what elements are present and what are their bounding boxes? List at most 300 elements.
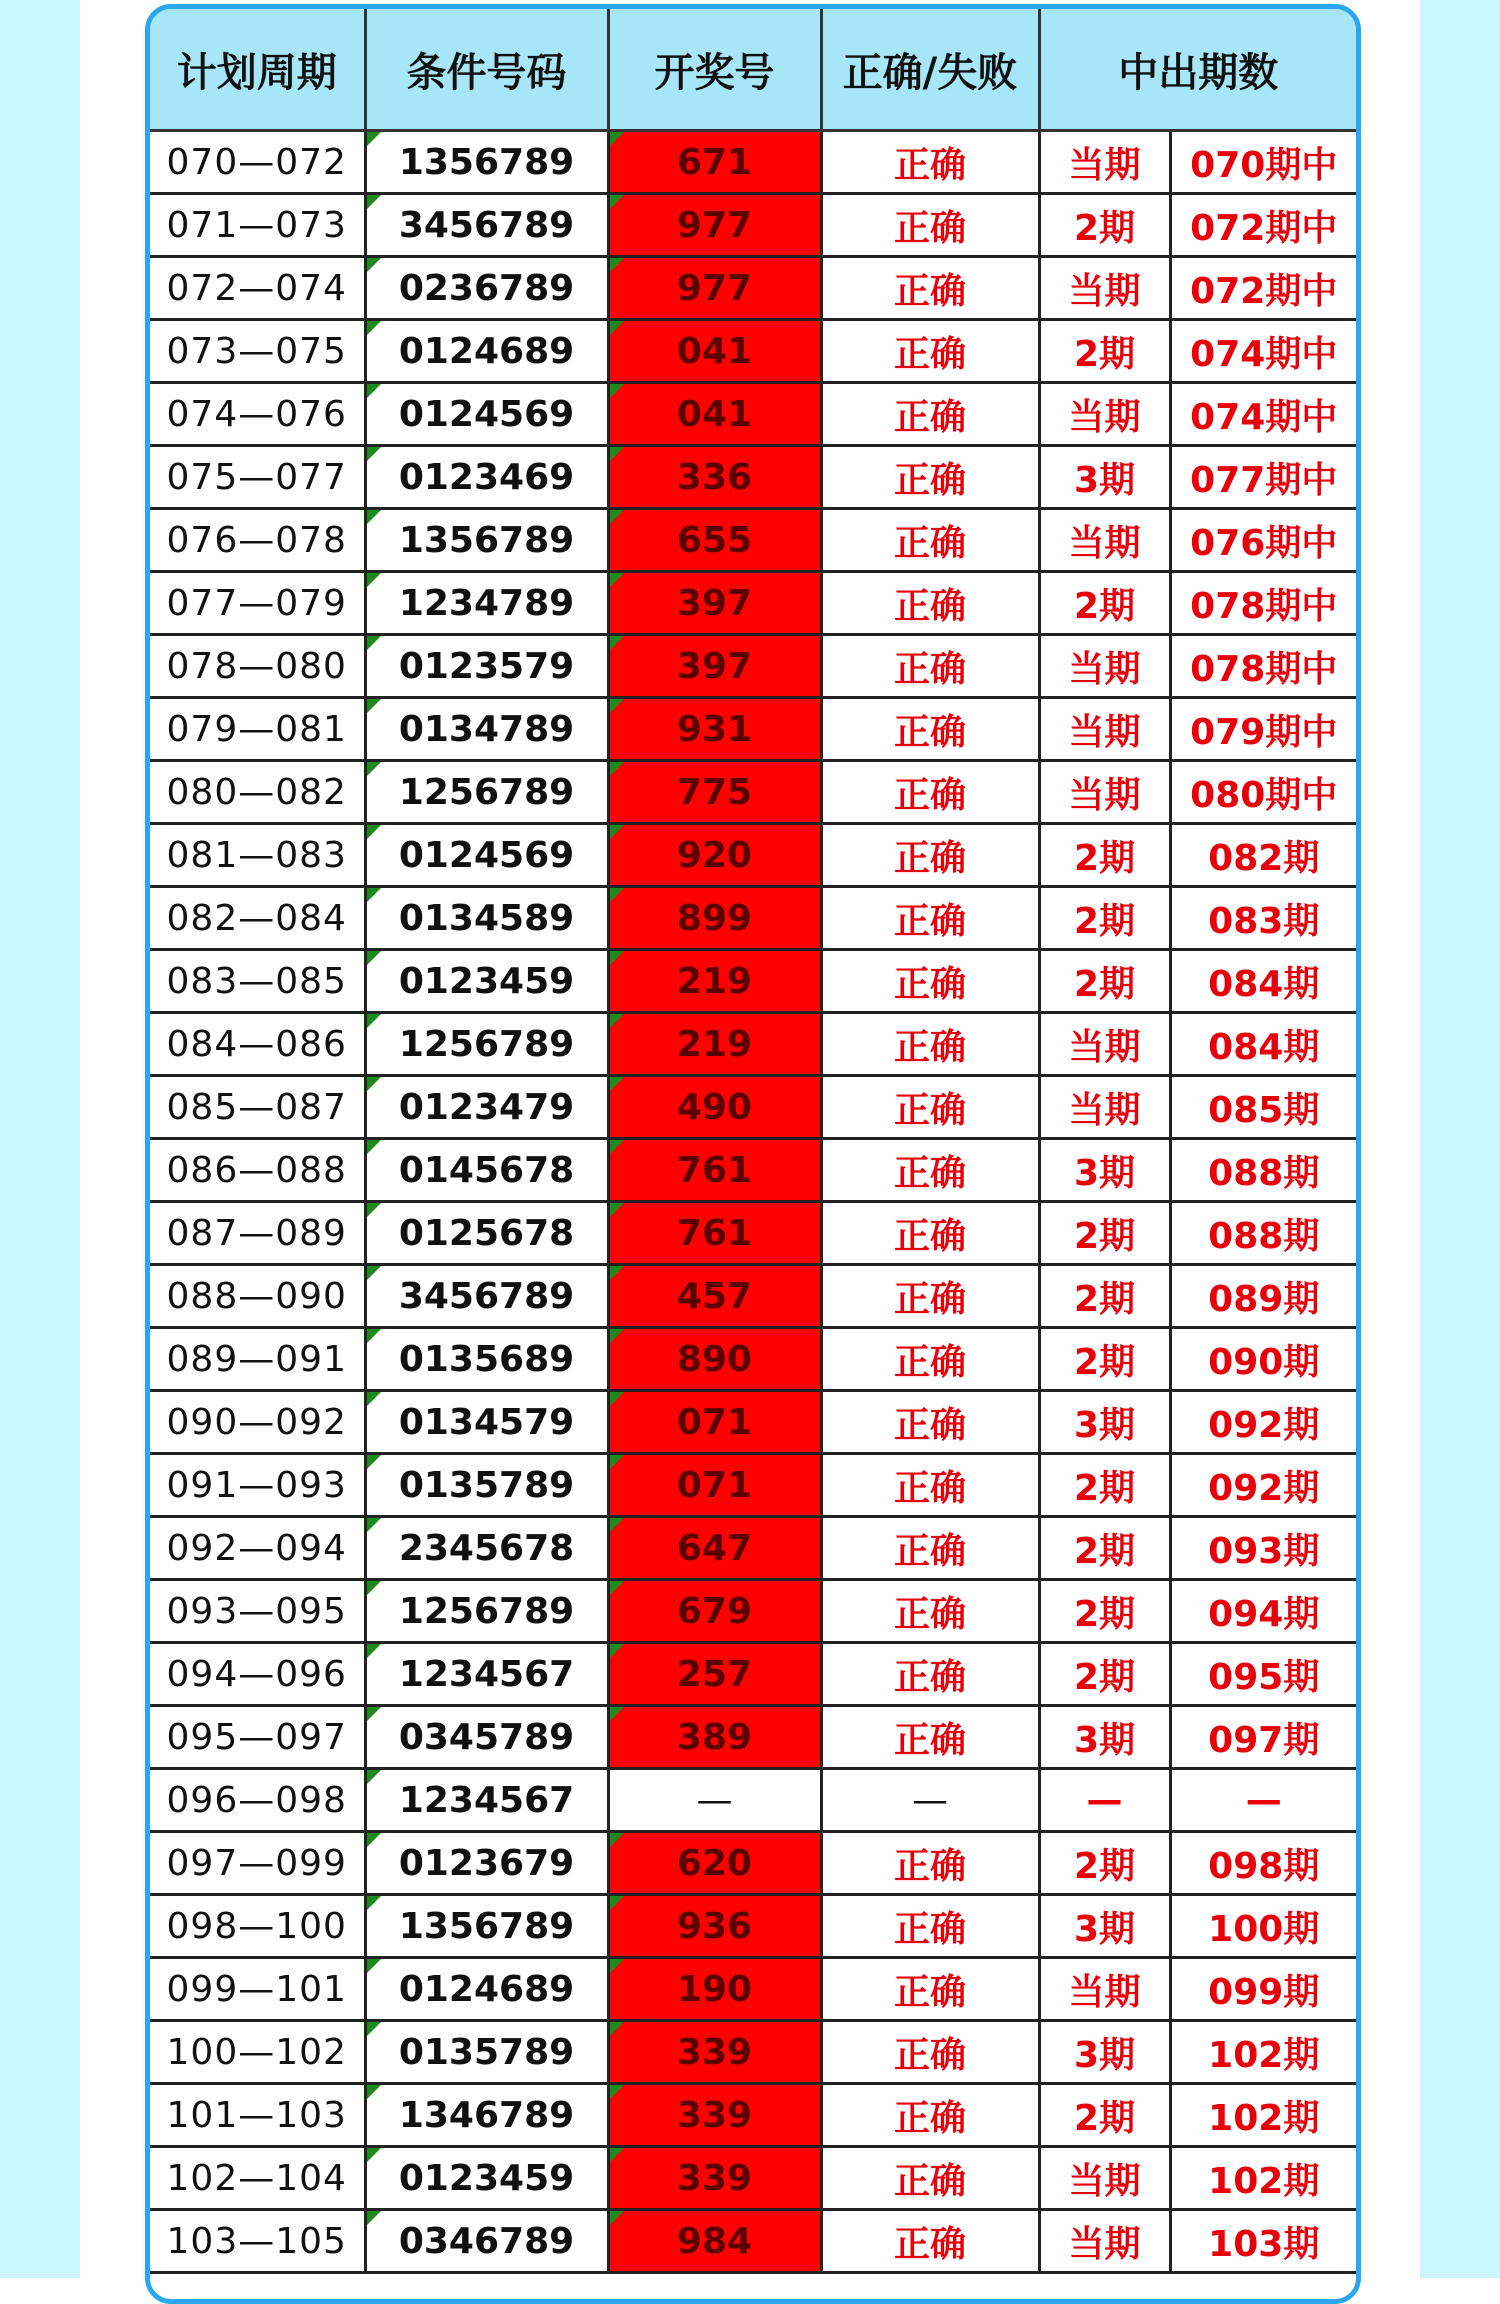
result-cell [821,887,1039,950]
comment-corner-icon [367,2211,381,2225]
hit-period-cell-text: 102期 [1208,2160,1320,2202]
period-cell-text: 091—093 [166,1464,347,1506]
table-row [150,1202,1356,1265]
result-cell-text: 正确 [893,774,966,816]
result-cell-text: 正确 [893,1278,966,1320]
condition-code-cell [365,1454,608,1517]
comment-corner-icon [610,132,624,146]
draw-number-cell-text: 490 [676,1086,753,1128]
comment-corner-icon [610,1266,624,1280]
comment-corner-icon [367,1266,381,1280]
hit-period-cell-text: 082期 [1208,837,1320,879]
comment-corner-icon [610,825,624,839]
period-cell-text: 078—080 [166,645,347,687]
header-row [150,9,1356,131]
comment-corner-icon [367,132,381,146]
condition-code-cell [365,320,608,383]
comment-corner-icon [610,1833,624,1847]
draw-number-cell [608,1202,821,1265]
hit-count-cell-text: 当期 [1068,774,1141,816]
period-cell-text: 101—103 [166,2094,347,2136]
hit-period-cell [1170,2210,1356,2273]
condition-code-cell-text: 1234567 [398,1653,575,1695]
period-cell-text: 095—097 [166,1716,347,1758]
result-cell [821,1643,1039,1706]
hit-period-cell-text: 079期中 [1190,711,1338,753]
hit-count-cell-text: 2期 [1073,1467,1136,1509]
comment-corner-icon [610,447,624,461]
hit-count-cell-text: 当期 [1068,1971,1141,2013]
draw-number-cell [608,761,821,824]
result-cell [821,1706,1039,1769]
result-cell [821,1076,1039,1139]
period-cell [150,509,365,572]
hit-period-cell-text: 088期 [1208,1152,1320,1194]
table-row [150,2021,1356,2084]
hit-count-cell-text: 2期 [1073,1656,1136,1698]
hit-period-cell [1170,446,1356,509]
result-cell-text: 正确 [893,270,966,312]
result-cell-text: 正确 [893,2160,966,2202]
condition-code-cell-text: 0123459 [398,2157,575,2199]
hit-period-cell-text: 085期 [1208,1089,1320,1131]
hit-count-cell [1039,257,1170,320]
result-cell-text: — [912,1779,948,1821]
draw-number-cell-text: 890 [676,1338,753,1380]
hit-period-cell-text: 077期中 [1190,459,1338,501]
draw-number-cell [608,131,821,194]
condition-code-cell-text: 0123679 [398,1842,575,1884]
condition-code-cell-text: 0134579 [398,1401,575,1443]
table-row [150,1958,1356,2021]
condition-code-cell-text: 0145678 [398,1149,575,1191]
hit-count-cell [1039,1769,1170,1832]
comment-corner-icon [367,1203,381,1217]
result-cell [821,257,1039,320]
result-cell [821,761,1039,824]
hit-count-cell [1039,1391,1170,1454]
draw-number-cell-text: 339 [676,2031,753,2073]
hit-period-cell-text: 092期 [1208,1404,1320,1446]
period-cell [150,824,365,887]
hit-period-cell [1170,1454,1356,1517]
hit-period-cell [1170,194,1356,257]
table-row [150,761,1356,824]
period-cell [150,1706,365,1769]
hit-count-cell [1039,383,1170,446]
period-cell [150,1265,365,1328]
period-cell [150,2021,365,2084]
condition-code-cell-text: 1356789 [398,519,575,561]
condition-code-cell-text: 1356789 [398,1905,575,1947]
comment-corner-icon [610,384,624,398]
result-cell [821,194,1039,257]
draw-number-cell [608,1265,821,1328]
hit-period-cell-text: 098期 [1208,1845,1320,1887]
draw-number-cell [608,1076,821,1139]
condition-code-cell-text: 0123469 [398,456,575,498]
condition-code-cell-text: 1234789 [398,582,575,624]
period-cell [150,257,365,320]
hit-count-cell [1039,1202,1170,1265]
hit-period-cell [1170,1643,1356,1706]
hit-count-cell-text: 2期 [1073,1341,1136,1383]
hit-period-cell-text: 088期 [1208,1215,1320,1257]
hit-count-cell [1039,2147,1170,2210]
comment-corner-icon [610,1707,624,1721]
table-row [150,887,1356,950]
period-cell [150,2210,365,2273]
hit-period-cell [1170,1391,1356,1454]
result-cell-text: 正确 [893,1908,966,1950]
header-plan-period: 计划周期 [150,9,365,131]
table-body [150,131,1356,2273]
right-side-band [1420,0,1500,2278]
comment-corner-icon [610,1518,624,1532]
period-cell [150,1139,365,1202]
result-cell-text: 正确 [893,1845,966,1887]
comment-corner-icon [367,951,381,965]
result-cell-text: 正确 [893,2223,966,2265]
result-cell [821,1580,1039,1643]
hit-period-cell-text: 103期 [1208,2223,1320,2265]
comment-corner-icon [610,1329,624,1343]
condition-code-cell-text: 0124689 [398,1968,575,2010]
period-cell-text: 096—098 [166,1779,347,1821]
draw-number-cell [608,1013,821,1076]
table-header [150,9,1356,131]
condition-code-cell-text: 1346789 [398,2094,575,2136]
comment-corner-icon [367,1455,381,1469]
hit-period-cell [1170,1013,1356,1076]
hit-count-cell [1039,572,1170,635]
hit-period-cell [1170,1139,1356,1202]
hit-period-cell-text: 083期 [1208,900,1320,942]
period-cell-text: 075—077 [166,456,347,498]
table-row [150,2084,1356,2147]
result-cell-text: 正确 [893,837,966,879]
hit-count-cell-text: 2期 [1073,2097,1136,2139]
condition-code-cell [365,1958,608,2021]
draw-number-cell [608,383,821,446]
hit-count-cell-text: 当期 [1068,1089,1141,1131]
result-cell [821,2084,1039,2147]
period-cell-text: 086—088 [166,1149,347,1191]
hit-period-cell-text: 084期 [1208,963,1320,1005]
comment-corner-icon [367,1140,381,1154]
result-cell-text: 正确 [893,1404,966,1446]
hit-count-cell-text: 2期 [1073,207,1136,249]
condition-code-cell-text: 0124689 [398,330,575,372]
hit-count-cell [1039,761,1170,824]
hit-count-cell [1039,1832,1170,1895]
result-cell [821,572,1039,635]
hit-period-cell-text: 099期 [1208,1971,1320,2013]
period-cell [150,1202,365,1265]
table-row [150,320,1356,383]
hit-count-cell [1039,1706,1170,1769]
condition-code-cell [365,2147,608,2210]
header-hit-periods: 中出期数 [1039,9,1356,131]
period-cell-text: 073—075 [166,330,347,372]
hit-count-cell-text: 2期 [1073,1278,1136,1320]
table-row [150,1643,1356,1706]
period-cell [150,1517,365,1580]
comment-corner-icon [610,1455,624,1469]
hit-period-cell-text: 090期 [1208,1341,1320,1383]
hit-count-cell [1039,1643,1170,1706]
draw-number-cell-text: 071 [676,1464,753,1506]
draw-number-cell-text: 071 [676,1401,753,1443]
table-row [150,1580,1356,1643]
hit-period-cell [1170,383,1356,446]
table-row [150,1454,1356,1517]
result-cell-text: 正确 [893,963,966,1005]
draw-number-cell [608,257,821,320]
hit-period-cell [1170,698,1356,761]
draw-number-cell-text: 339 [676,2094,753,2136]
condition-code-cell-text: 0123459 [398,960,575,1002]
comment-corner-icon [610,510,624,524]
hit-period-cell [1170,1265,1356,1328]
result-cell [821,1391,1039,1454]
hit-count-cell-text: 3期 [1073,1152,1136,1194]
period-cell-text: 087—089 [166,1212,347,1254]
comment-corner-icon [610,951,624,965]
table-row [150,950,1356,1013]
table-row [150,131,1356,194]
hit-period-cell-text: 078期中 [1190,648,1338,690]
table-row [150,1076,1356,1139]
comment-corner-icon [610,2022,624,2036]
hit-period-cell-text: 074期中 [1190,333,1338,375]
comment-corner-icon [367,699,381,713]
condition-code-cell [365,194,608,257]
hit-count-cell [1039,131,1170,194]
draw-number-cell [608,446,821,509]
hit-count-cell [1039,887,1170,950]
hit-count-cell [1039,2021,1170,2084]
table-row [150,572,1356,635]
table-row [150,1139,1356,1202]
result-cell-text: 正确 [893,1089,966,1131]
result-cell-text: 正确 [893,522,966,564]
draw-number-cell-text: 457 [676,1275,753,1317]
period-cell-text: 082—084 [166,897,347,939]
comment-corner-icon [367,1959,381,1973]
draw-number-cell-text: 984 [676,2220,753,2262]
hit-count-cell [1039,1895,1170,1958]
period-cell-text: 093—095 [166,1590,347,1632]
condition-code-cell-text: 1256789 [398,1023,575,1065]
condition-code-cell [365,1895,608,1958]
table-row [150,1328,1356,1391]
comment-corner-icon [367,321,381,335]
table-row [150,1895,1356,1958]
period-cell-text: 097—099 [166,1842,347,1884]
comment-corner-icon [367,258,381,272]
draw-number-cell [608,635,821,698]
draw-number-cell [608,320,821,383]
result-cell-text: 正确 [893,1530,966,1572]
comment-corner-icon [610,1077,624,1091]
draw-number-cell-text: 647 [676,1527,753,1569]
hit-count-cell [1039,1517,1170,1580]
period-cell-text: 085—087 [166,1086,347,1128]
hit-period-cell [1170,635,1356,698]
comment-corner-icon [367,1581,381,1595]
hit-count-cell [1039,1328,1170,1391]
draw-number-cell-text: — [696,1779,733,1821]
plan-table [150,9,1356,2274]
hit-count-cell [1039,950,1170,1013]
hit-count-cell-text: 当期 [1068,522,1141,564]
comment-corner-icon [367,825,381,839]
table-row [150,383,1356,446]
hit-period-cell [1170,824,1356,887]
condition-code-cell [365,1769,608,1832]
comment-corner-icon [610,1581,624,1595]
comment-corner-icon [610,2085,624,2099]
result-cell [821,383,1039,446]
draw-number-cell-text: 679 [676,1590,753,1632]
comment-corner-icon [367,573,381,587]
period-cell [150,950,365,1013]
result-cell [821,635,1039,698]
period-cell-text: 084—086 [166,1023,347,1065]
hit-period-cell-text: 074期中 [1190,396,1338,438]
hit-period-cell-text: 080期中 [1190,774,1338,816]
period-cell [150,383,365,446]
condition-code-cell [365,698,608,761]
hit-count-cell [1039,2084,1170,2147]
period-cell [150,698,365,761]
comment-corner-icon [610,1644,624,1658]
draw-number-cell-text: 977 [676,267,753,309]
result-cell [821,1895,1039,1958]
condition-code-cell [365,1013,608,1076]
table-row [150,824,1356,887]
hit-count-cell-text: 当期 [1068,648,1141,690]
table-row [150,1832,1356,1895]
hit-period-cell [1170,131,1356,194]
hit-period-cell [1170,1958,1356,2021]
period-cell-text: 077—079 [166,582,347,624]
result-cell-text: 正确 [893,1656,966,1698]
period-cell-text: 071—073 [166,204,347,246]
draw-number-cell-text: 775 [676,771,753,813]
draw-number-cell [608,509,821,572]
comment-corner-icon [367,1770,381,1784]
comment-corner-icon [367,636,381,650]
period-cell [150,446,365,509]
period-cell-text: 090—092 [166,1401,347,1443]
comment-corner-icon [610,888,624,902]
result-cell-text: 正确 [893,711,966,753]
draw-number-cell [608,1139,821,1202]
draw-number-cell-text: 219 [676,960,753,1002]
result-cell [821,1202,1039,1265]
draw-number-cell-text: 920 [676,834,753,876]
condition-code-cell [365,1517,608,1580]
hit-period-cell [1170,1202,1356,1265]
period-cell [150,1958,365,2021]
condition-code-cell-text: 3456789 [398,1275,575,1317]
draw-number-cell [608,887,821,950]
condition-code-cell-text: 0124569 [398,834,575,876]
hit-period-cell-text: 097期 [1208,1719,1320,1761]
comment-corner-icon [610,573,624,587]
hit-count-cell-text: 3期 [1073,1719,1136,1761]
hit-count-cell-text: 2期 [1073,1845,1136,1887]
hit-count-cell-text: 当期 [1068,2223,1141,2265]
hit-period-cell [1170,257,1356,320]
hit-period-cell-text: 072期中 [1190,270,1338,312]
result-cell [821,1454,1039,1517]
table-row [150,509,1356,572]
hit-count-cell [1039,509,1170,572]
condition-code-cell [365,761,608,824]
period-cell [150,1013,365,1076]
draw-number-cell [608,1391,821,1454]
result-cell [821,824,1039,887]
header-draw-number: 开奖号 [608,9,821,131]
comment-corner-icon [367,1014,381,1028]
comment-corner-icon [610,1140,624,1154]
draw-number-cell [608,2021,821,2084]
condition-code-cell [365,383,608,446]
result-cell-text: 正确 [893,1152,966,1194]
plan-table-frame [145,4,1361,2304]
comment-corner-icon [367,762,381,776]
condition-code-cell-text: 1234567 [398,1779,575,1821]
hit-count-cell-text: 3期 [1073,459,1136,501]
draw-number-cell [608,1706,821,1769]
hit-period-cell-text: 093期 [1208,1530,1320,1572]
result-cell [821,131,1039,194]
result-cell [821,2210,1039,2273]
period-cell [150,1895,365,1958]
draw-number-cell-text: 041 [676,330,753,372]
hit-period-cell-text: 092期 [1208,1467,1320,1509]
result-cell-text: 正确 [893,1467,966,1509]
result-cell-text: 正确 [893,648,966,690]
result-cell [821,2147,1039,2210]
draw-number-cell [608,1643,821,1706]
condition-code-cell [365,2210,608,2273]
draw-number-cell-text: 761 [676,1212,753,1254]
hit-period-cell [1170,887,1356,950]
period-cell-text: 088—090 [166,1275,347,1317]
draw-number-cell [608,698,821,761]
result-cell-text: 正确 [893,2097,966,2139]
draw-number-cell [608,194,821,257]
condition-code-cell [365,2021,608,2084]
table-row [150,1013,1356,1076]
period-cell-text: 070—072 [166,141,347,183]
period-cell [150,1391,365,1454]
condition-code-cell-text: 0135689 [398,1338,575,1380]
comment-corner-icon [610,2211,624,2225]
condition-code-cell [365,1580,608,1643]
result-cell-text: 正确 [893,1215,966,1257]
result-cell-text: 正确 [893,2034,966,2076]
hit-period-cell [1170,1517,1356,1580]
condition-code-cell-text: 1256789 [398,771,575,813]
left-side-band [0,0,80,2278]
draw-number-cell [608,2084,821,2147]
comment-corner-icon [610,258,624,272]
